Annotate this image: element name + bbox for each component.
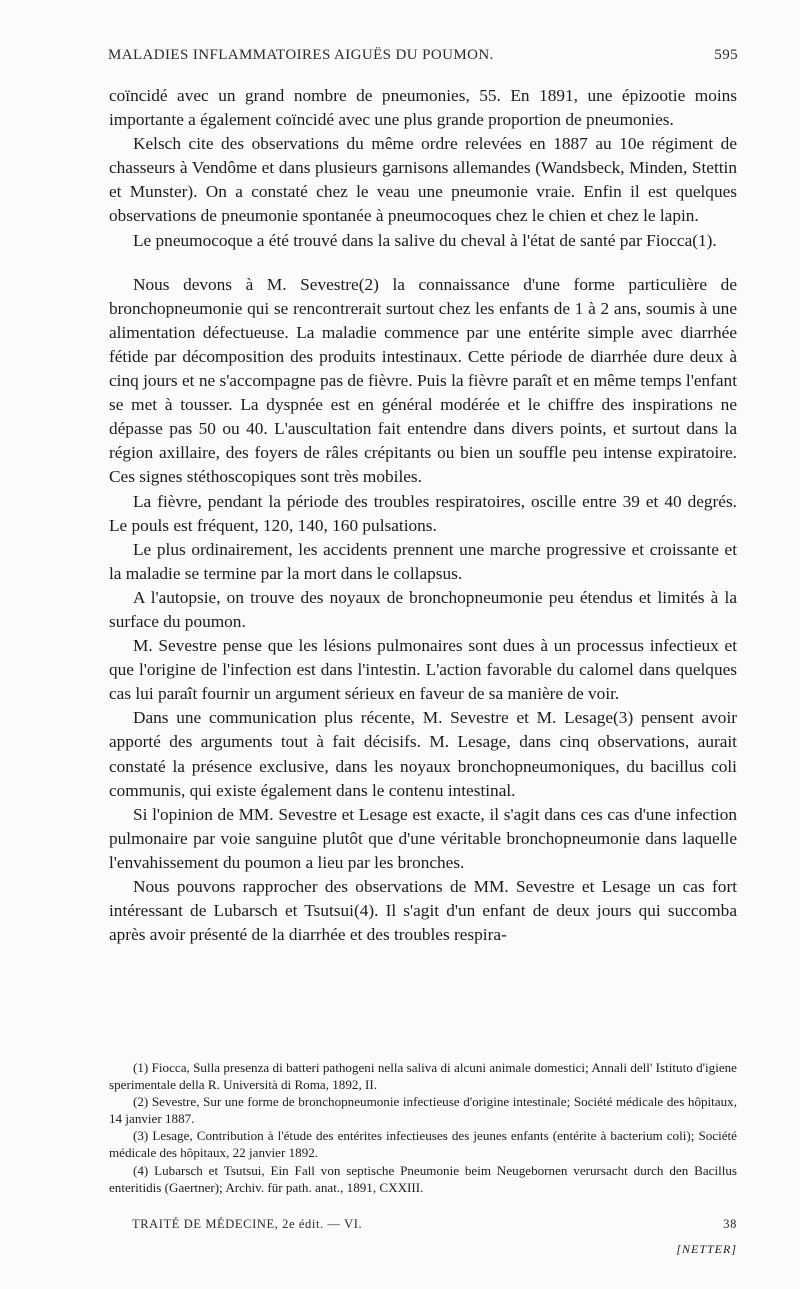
paragraph: A l'autopsie, on trouve des noyaux de bronchopneumonie peu étendus et limités à la surface du poumon. — [109, 587, 737, 631]
footnotes — [109, 1059, 737, 1196]
paragraph: La fièvre, pendant la période des troubles respiratoires, oscille entre 39 et 40 degrés. Le pouls est fréquent, 120, 140, 160 pulsations. — [109, 491, 737, 535]
footer-book-title: TRAITÉ DE MÉDECINE, 2e édit. — VI. — [132, 1217, 363, 1231]
footnote: (3) Lesage, Contribution à l'étude des entérites infectieuses des jeunes enfants (entérite à bacterium coli); Société médicale des hôpitaux, 22 janvier 1892. — [109, 1128, 737, 1161]
paragraph: Nous devons à M. Sevestre(2) la connaissance d'une forme particulière de bronchopneumonie qui se rencontrerait surtout chez les enfants de 1 à 2 ans, soumis à une alimentation défectueuse. La maladie commence par une entérite simple avec diarrhée fétide par décomposition des produits intestinaux. Cette période de diarrhée dure deux à cinq jours et ne s'accompagne pas de fièvre. Puis la fièvre paraît et en même temps l'enfant se met à tousser. La dyspnée est en général modérée et le chiffre des inspirations ne dépasse pas 50 ou 40. L'auscultation fait entendre dans divers points, et surtout dans la région axillaire, des foyers de râles crépitants ou bien un souffle peu intense expiratoire. Ces signes stéthoscopiques sont très mobiles. — [109, 274, 737, 487]
page-footer — [132, 1217, 737, 1232]
paragraph: Le pneumocoque a été trouvé dans la salive du cheval à l'état de santé par Fiocca(1). — [133, 230, 717, 250]
paragraph: Dans une communication plus récente, M. Sevestre et M. Lesage(3) pensent avoir apporté des arguments tout à fait décisifs. M. Lesage, dans cinq observations, aurait constaté la présence exclusive, dans les noyaux bronchopneumoniques, du bacillus coli communis, qui existe également dans le contenu intestinal. — [109, 708, 737, 800]
running-title: MALADIES INFLAMMATOIRES AIGUËS DU POUMON. — [108, 47, 494, 63]
footnote: (1) Fiocca, Sulla presenza di batteri pathogeni nella saliva di alcuni animale domestici; Annali dell' Istituto d'igiene sperimentale della R. Università di Roma, 1892, II. — [109, 1060, 737, 1093]
paragraph: coïncidé avec un grand nombre de pneumonies, 55. En 1891, une épizootie moins importante a également coïncidé avec une plus grande proportion de pneumonies. — [109, 86, 737, 130]
page-number: 595 — [714, 47, 738, 63]
paragraph: M. Sevestre pense que les lésions pulmonaires sont dues à un processus infectieux et que l'origine de l'infection est dans l'intestin. L'action favorable du calomel dans quelques cas lui paraît fournir un argument sérieux en faveur de sa manière de voir. — [109, 636, 737, 704]
footnote: (4) Lubarsch et Tsutsui, Ein Fall von septische Pneumonie beim Neugebornen verursacht durch den Bacillus enteritidis (Gaertner); Archiv. für path. anat., 1891, CXXIII. — [109, 1162, 737, 1195]
main-text — [109, 84, 737, 947]
footnote: (2) Sevestre, Sur une forme de bronchopneumonie infectieuse d'origine intestinale; Société médicale des hôpitaux, 14 janvier 1887. — [109, 1094, 737, 1127]
running-head — [108, 47, 738, 64]
author-signature: [NETTER] — [676, 1242, 737, 1256]
signature-number: 38 — [723, 1217, 737, 1231]
paragraph: Le plus ordinairement, les accidents prennent une marche progressive et croissante et la maladie se termine par la mort dans le collapsus. — [109, 539, 737, 583]
paragraph: Nous pouvons rapprocher des observations de MM. Sevestre et Lesage un cas fort intéressant de Lubarsch et Tsutsui(4). Il s'agit d'un enfant de deux jours qui succomba après avoir présenté de la diarrhée et des troubles respira- — [109, 877, 737, 945]
paragraph: Si l'opinion de MM. Sevestre et Lesage est exacte, il s'agit dans ces cas d'une infection pulmonaire par voie sanguine plutôt que d'une véritable bronchopneumonie dans laquelle l'envahissement du poumon a lieu par les bronches. — [109, 804, 737, 872]
paragraph: Kelsch cite des observations du même ordre relevées en 1887 au 10e régiment de chasseurs à Vendôme et dans plusieurs garnisons allemandes (Wandsbeck, Minden, Stettin et Munster). On a constaté chez le veau une pneumonie vraie. Enfin il est quelques observations de pneumonie spontanée à pneumocoques chez le chien et chez le lapin. — [109, 134, 737, 226]
